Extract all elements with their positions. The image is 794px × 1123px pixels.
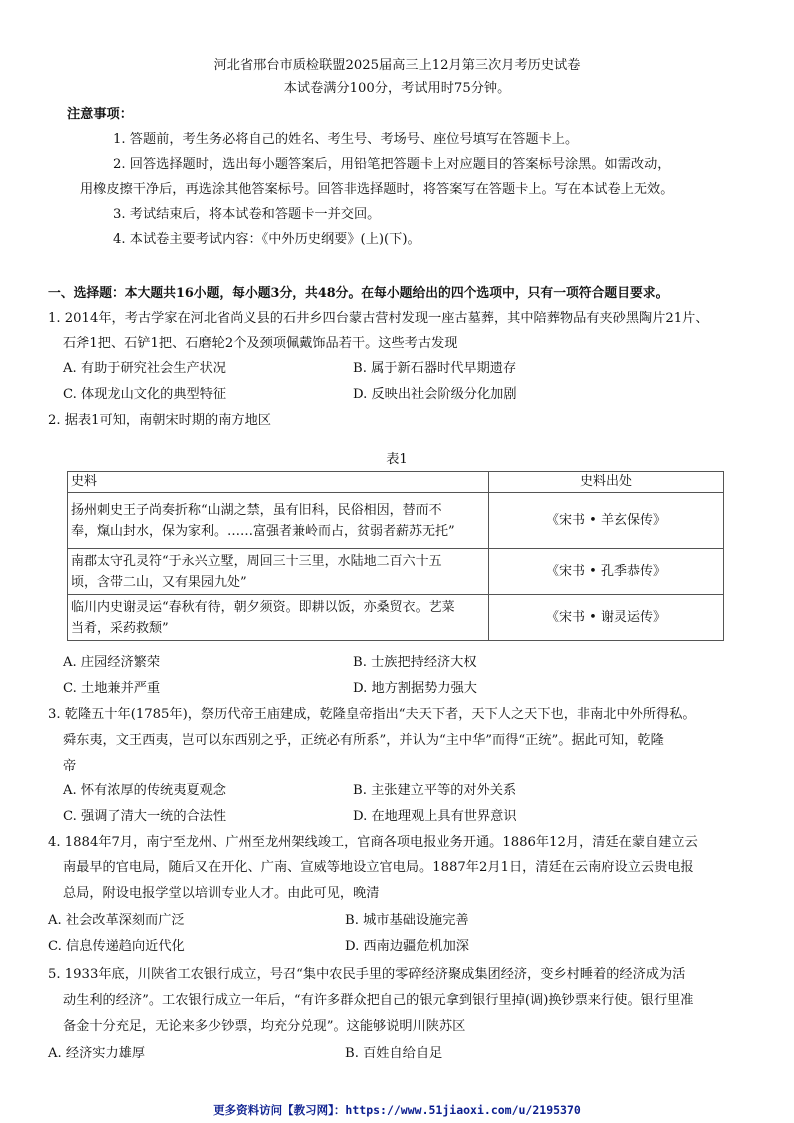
history-sources-table xyxy=(67,471,724,641)
table-cell-text xyxy=(68,493,489,549)
question-1-option-a: A. 有助于研究社会生产状况 xyxy=(63,361,226,376)
table-cell-line: 南郡太守孔灵符“于永兴立墅，周回三十三里，水陆地二百六十五 xyxy=(71,553,442,569)
question-4-option-c: C. 信息传递趋向近代化 xyxy=(48,939,185,954)
exam-subtitle: 本试卷满分100分，考试用时75分钟。 xyxy=(283,81,511,96)
question-4-stem: 4. 1884年7月，南宁至龙州、广州至龙州架线竣工，官商各项电报业务开通。1886年12月，清廷在蒙自建立云 xyxy=(48,835,698,850)
question-2-option-c: C. 土地兼并严重 xyxy=(63,681,161,696)
table-caption: 表1 xyxy=(386,452,408,467)
question-5-stem: 5. 1933年底，川陕省工农银行成立，号召“集中农民手里的零碎经济聚成集团经济，变乡村睡着的经济成为活 xyxy=(48,967,686,982)
notice-item: 2. 回答选择题时，选出每小题答案后，用铅笔把答题卡上对应题目的答案标号涂黑。如需改动， xyxy=(113,157,671,172)
table-row xyxy=(68,549,724,595)
question-2-option-a: A. 庄园经济繁荣 xyxy=(63,655,161,670)
question-1-stem: 1. 2014年，考古学家在河北省尚义县的石井乡四台蒙古营村发现一座古墓葬，其中陪葬物品有夹砂黑陶片21片、 xyxy=(48,311,709,326)
question-3-option-b: B. 主张建立平等的对外关系 xyxy=(353,783,517,798)
table-header-source-origin: 史料出处 xyxy=(489,472,724,493)
question-2-option-d: D. 地方割据势力强大 xyxy=(353,681,477,696)
question-4-option-a: A. 社会改革深刻而广泛 xyxy=(48,913,185,928)
question-5-stem: 备金十分充足，无论来多少钞票，均充分兑现”。这能够说明川陕苏区 xyxy=(63,1019,466,1034)
notice-heading: 注意事项： xyxy=(67,107,133,122)
question-2-option-b: B. 士族把持经济大权 xyxy=(353,655,477,670)
question-1-option-c: C. 体现龙山文化的典型特征 xyxy=(63,387,227,402)
question-4-option-b: B. 城市基础设施完善 xyxy=(345,913,469,928)
table-cell-line: 奉，熂山封水，保为家利。……富强者兼岭而占，贫弱者薪苏无托” xyxy=(71,523,455,539)
table-cell-line: 临川内史谢灵运“春秋有待，朝夕须资。即耕以饭，亦桑贸衣。艺菜 xyxy=(71,599,455,615)
table-cell-source: 《宋书 • 谢灵运传》 xyxy=(489,595,724,641)
table-cell-line: 扬州刺史王子尚奏折称“山湖之禁，虽有旧科，民俗相因，替而不 xyxy=(71,502,442,518)
notice-item: 3. 考试结束后，将本试卷和答题卡一并交回。 xyxy=(113,207,381,222)
question-4-option-d: D. 西南边疆危机加深 xyxy=(345,939,469,954)
notice-item: 1. 答题前，考生务必将自己的姓名、考生号、考场号、座位号填写在答题卡上。 xyxy=(113,132,579,147)
table-header-row xyxy=(68,472,724,493)
question-5-option-b: B. 百姓自给自足 xyxy=(345,1046,443,1061)
question-3-option-a: A. 怀有浓厚的传统夷夏观念 xyxy=(63,783,226,798)
table-cell-text xyxy=(68,595,489,641)
table-cell-line: 当肴，采药救颓” xyxy=(71,620,169,636)
question-3-option-d: D. 在地理观上具有世界意识 xyxy=(353,809,517,824)
table-cell-line: 顷，含带二山，又有果园九处” xyxy=(71,574,247,590)
question-3-option-c: C. 强调了清大一统的合法性 xyxy=(63,809,227,824)
question-1-option-d: D. 反映出社会阶级分化加剧 xyxy=(353,387,517,402)
notice-item: 用橡皮擦干净后，再选涂其他答案标号。回答非选择题时，将答案写在答题卡上。写在本试卷上无效。 xyxy=(80,182,674,197)
table-row xyxy=(68,493,724,549)
question-3-stem: 帝 xyxy=(63,759,77,774)
question-3-stem: 3. 乾隆五十年(1785年)，祭历代帝王庙建成，乾隆皇帝指出“夫天下者，天下人之天下也，非南北中外所得私。 xyxy=(48,707,696,722)
table-cell-source: 《宋书 • 羊玄保传》 xyxy=(489,493,724,549)
question-2-stem: 2. 据表1可知，南朝宋时期的南方地区 xyxy=(48,413,271,428)
question-5-option-a: A. 经济实力雄厚 xyxy=(48,1046,146,1061)
table-cell-text xyxy=(68,549,489,595)
table-cell-source: 《宋书 • 孔季恭传》 xyxy=(489,549,724,595)
section-heading: 一、选择题：本大题共16小题，每小题3分，共48分。在每小题给出的四个选项中，只有一项符合题目要求。 xyxy=(48,286,669,301)
exam-title: 河北省邢台市质检联盟2025届高三上12月第三次月考历史试卷 xyxy=(213,58,581,73)
notice-item: 4. 本试卷主要考试内容：《中外历史纲要》(上)(下)。 xyxy=(113,232,421,247)
question-4-stem: 总局，附设电报学堂以培训专业人才。由此可见，晚清 xyxy=(63,886,380,901)
table-header-source-text: 史料 xyxy=(68,472,489,493)
question-4-stem: 南最早的官电局，随后又在开化、广南、宣威等地设立官电局。1887年2月1日，清廷在云南府设立云贵电报 xyxy=(63,860,694,875)
question-3-stem: 舜东夷，文王西夷，岂可以东西别之乎，正统必有所系”，并认为“主中华”而得“正统”。据此可知，乾隆 xyxy=(63,733,664,748)
footer-link[interactable]: 更多资料访问【教习网】：https://www.51jiaoxi.com/u/2195370 xyxy=(213,1103,581,1117)
question-1-option-b: B. 属于新石器时代早期遗存 xyxy=(353,361,517,376)
table-row xyxy=(68,595,724,641)
question-1-stem: 石斧1把、石铲1把、石磨轮2个及颈项佩戴饰品若干。这些考古发现 xyxy=(63,336,458,351)
question-5-stem: 动生利的经济”。工农银行成立一年后，“有许多群众把自己的银元拿到银行里掉(调)换钞票来行使。银行里准 xyxy=(63,993,694,1008)
